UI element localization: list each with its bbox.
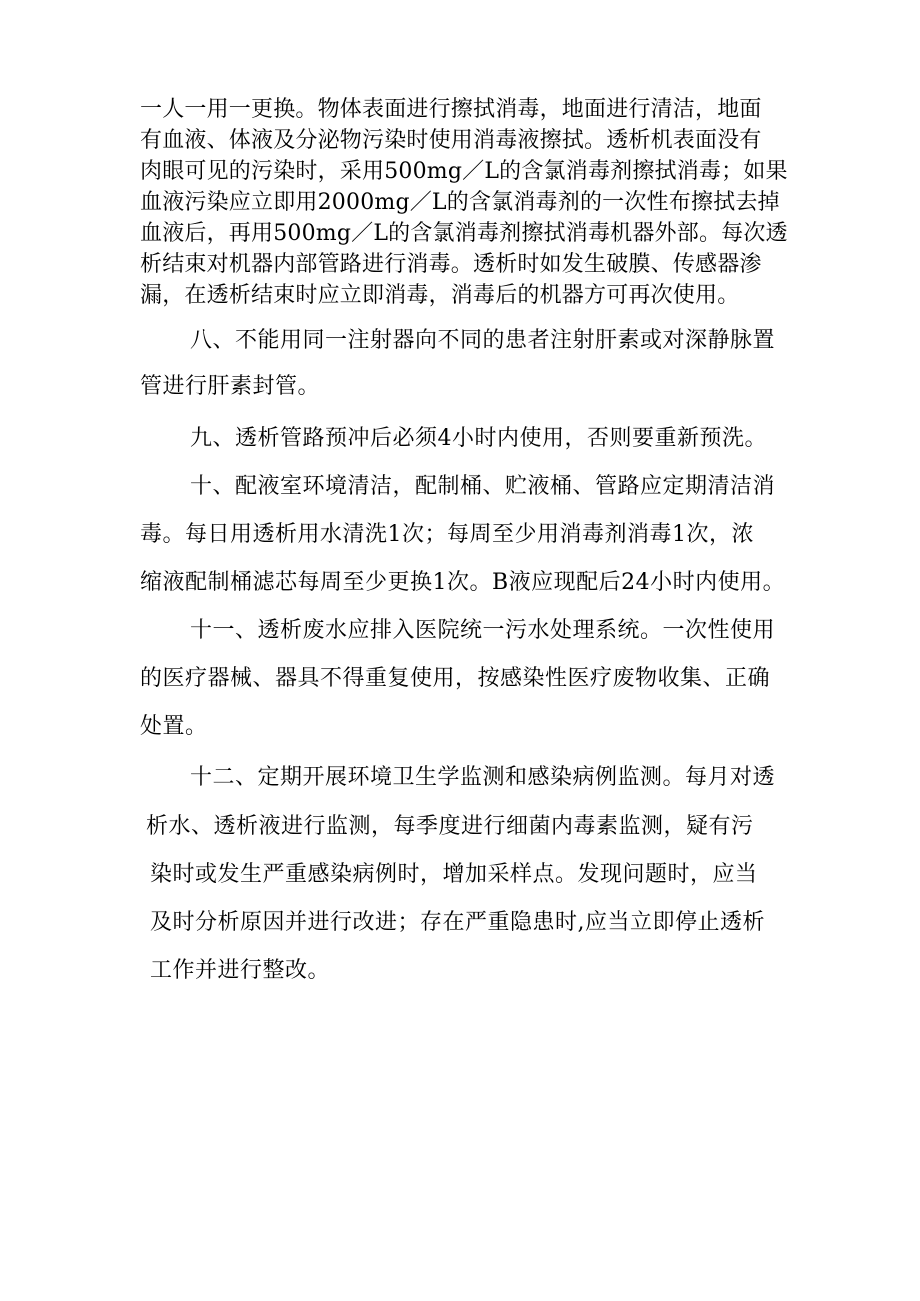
text-line: 析水、透析液进行监测，每季度进行细菌内毒素监测，疑有污	[146, 814, 754, 839]
text-line: 血液后，再用500mg／L的含氯消毒剂擦拭消毒机器外部。每次透	[140, 221, 788, 246]
text-line: 八、不能用同一注射器向不同的患者注射肝素或对深静脉置	[190, 328, 776, 353]
text-line: 析结束对机器内部管路进行消毒。透析时如发生破膜、传感器渗	[140, 252, 762, 277]
text-line: 九、透析管路预冲后必须4小时内使用，否则要重新预洗。	[190, 426, 767, 451]
text-line: 毒。每日用透析用水清洗1次；每周至少用消毒剂消毒1次，浓	[140, 522, 754, 547]
text-line: 处置。	[140, 714, 208, 739]
text-line: 肉眼可见的污染时，采用500mg／L的含氯消毒剂擦拭消毒；如果	[140, 159, 788, 184]
text-line: 染时或发生严重感染病例时，增加采样点。发现问题时，应当	[150, 862, 758, 887]
text-line: 工作并进行整改。	[150, 958, 331, 983]
text-line: 一人一用一更换。物体表面进行擦拭消毒，地面进行清洁，地面	[140, 97, 762, 122]
text-line: 有血液、体液及分泌物污染时使用消毒液擦拭。透析机表面没有	[140, 128, 762, 153]
text-line: 的医疗器械、器具不得重复使用，按感染性医疗废物收集、正确	[140, 666, 771, 691]
text-line: 漏，在透析结束时应立即消毒，消毒后的机器方可再次使用。	[140, 283, 740, 308]
text-line: 管进行肝素封管。	[140, 374, 321, 399]
text-line: 十二、定期开展环境卫生学监测和感染病例监测。每月对透	[190, 765, 776, 790]
text-line: 十、配液室环境清洁，配制桶、贮液桶、管路应定期清洁消	[190, 474, 776, 499]
text-line: 血液污染应立即用2000mg／L的含氯消毒剂的一次性布擦拭去掉	[140, 190, 780, 215]
text-line: 缩液配制桶滤芯每周至少更换1次。B液应现配后24小时内使用。	[140, 570, 786, 595]
text-line: 及时分析原因并进行改进；存在严重隐患时,应当立即停止透析	[150, 910, 765, 935]
text-line: 十一、透析废水应排入医院统一污水处理系统。一次性使用	[190, 618, 776, 643]
